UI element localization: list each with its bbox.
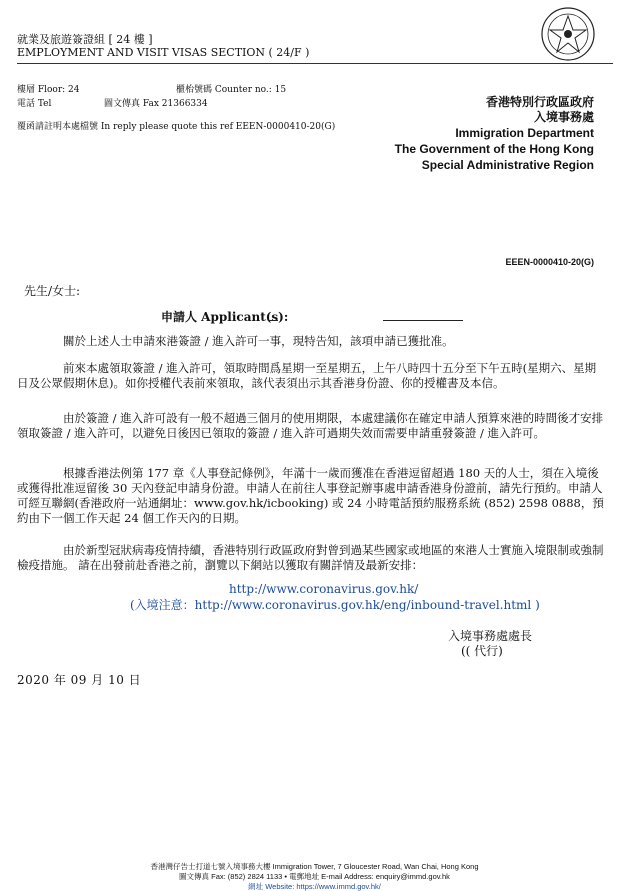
coronavirus-link[interactable]: http://www.coronavirus.gov.hk/ — [229, 582, 419, 596]
fax: 圖文傳真 Fax 21366334 — [104, 99, 208, 109]
footer-contact: 圖文傳真 Fax: (852) 2824 1133 • 電郵地址 E-mail Address: enquiry@immd.gov.hk — [179, 872, 450, 881]
dept-name-en: Immigration Department — [455, 126, 594, 140]
dept-name-zh: 入境事務處 — [533, 110, 594, 124]
applicant-label: 申請人 Applicant(s): — [161, 310, 289, 324]
paragraph-5: 由於新型冠狀病毒疫情持續，香港特別行政區政府對曾到過某些國家或地區的來港人士實施入境限制或強制檢疫措施。 請在出發前赴香港之前，瀏覽以下網站以獲取有關詳情及最新安排： — [17, 543, 604, 572]
signature-title: 入境事務處處長 — [448, 629, 533, 643]
counter-no: 櫃枱號碼 Counter no.: 15 — [176, 85, 287, 95]
footer-website[interactable]: 網址 Website: https://www.immd.gov.hk/ — [248, 882, 381, 891]
paragraph-1: 關於上述人士申請來港簽證 / 進入許可一事，現特告知，該項申請已獲批准。 — [63, 334, 454, 348]
inbound-travel-link[interactable]: (入境注意：http://www.coronavirus.gov.hk/eng/inbound-travel.html ) — [130, 598, 540, 612]
hksar-emblem-icon — [540, 6, 596, 62]
footer-address: 香港灣仔告士打道七號入境事務大樓 Immigration Tower, 7 Gloucester Road, Wan Chai, Hong Kong — [150, 862, 479, 871]
applicant-blank-1 — [268, 320, 278, 321]
tel: 電話 Tel — [17, 99, 52, 109]
reference-number: EEEN-0000410-20(G) — [505, 257, 594, 267]
paragraph-2: 前來本處領取簽證 / 進入許可，領取時間爲星期一至星期五，上午八時四十五分至下午五時(星期六、星期日及公眾假期休息)。如你授權代表前來領取，該代表須出示其香港身份證、你的授權書及本信。 — [17, 361, 597, 390]
salutation: 先生/女士: — [24, 284, 81, 298]
gov-name-en-2: Special Administrative Region — [421, 158, 594, 172]
header-rule — [17, 63, 613, 64]
letter-date: 2020 年 09 月 10 日 — [17, 673, 142, 687]
reply-ref: 覆函請註明本處檔號 In reply please quote this ref EEEN-0000410-20(G) — [17, 122, 336, 132]
section-title-en: EMPLOYMENT AND VISIT VISAS SECTION ( 24/F ) — [17, 46, 310, 59]
gov-name-en-1: The Government of the Hong Kong — [394, 142, 594, 156]
applicant-blank-2 — [383, 320, 463, 321]
floor: 樓層 Floor: 24 — [17, 85, 80, 95]
gov-name-zh: 香港特別行政區政府 — [485, 95, 594, 109]
paragraph-4: 根據香港法例第 177 章《人事登記條例》，年滿十一歲而獲准在香港逗留超過 180 天的人士，須在入境後或獲得批准逗留後 30 天內登記申請身份證。申請人在前往人事登記辦事處申請香港身份證前，請先行預約。申請人可經互聯網(香港政府一站通網址：www.gov.hk/icbooking) 或 24 小時電話預約服務系統 (852) 2598 0888，預約由下一個工作天起 24 個工作天內的日期。 — [17, 466, 604, 525]
signature-for: (( 代行) — [461, 644, 503, 658]
paragraph-3: 由於簽證 / 進入許可設有一般不超過三個月的使用期限，本處建議你在確定申請人預算來港的時間後才安排領取簽證 / 進入許可，以避免日後因已領取的簽證 / 進入許可過期失效而需要申請重發簽證 / 進入許可。 — [17, 411, 604, 440]
section-title-zh: 就業及旅遊簽證組 [ 24 樓 ] — [17, 33, 153, 46]
